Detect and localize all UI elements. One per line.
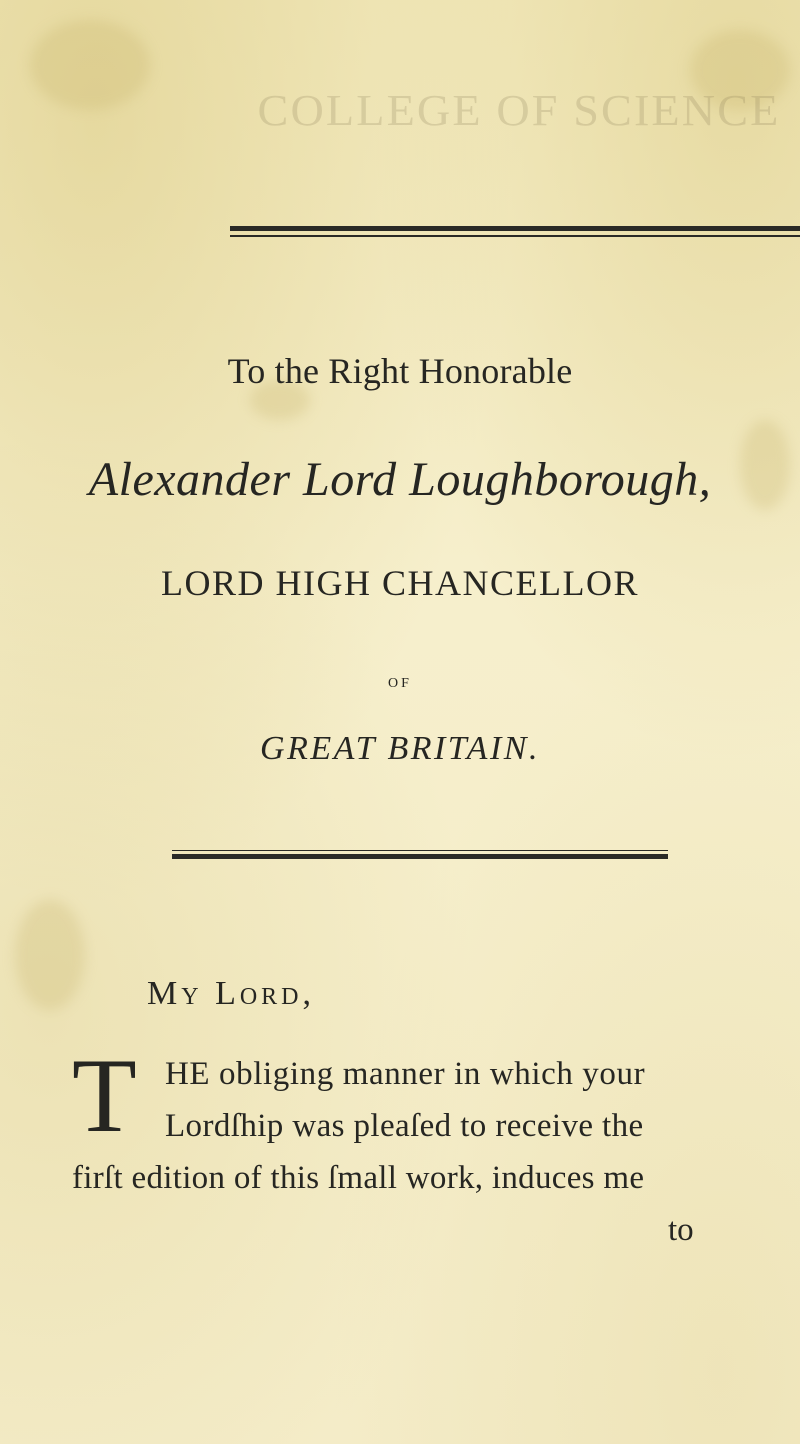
rule-thick-line xyxy=(172,854,668,859)
rule-thin-line xyxy=(172,850,668,851)
body-line-3: firſt edition of this ſmall work, induces me xyxy=(72,1160,645,1196)
recipient-office: LORD HIGH CHANCELLOR xyxy=(161,563,639,603)
bleed-through-text: COLLEGE OF SCIENCE xyxy=(257,86,781,135)
recipient-country: GREAT BRITAIN. xyxy=(260,730,540,767)
catchword: to xyxy=(668,1212,694,1248)
dedication-line: To the Right Honorable xyxy=(227,351,573,391)
paper-stain xyxy=(30,20,150,110)
drop-cap: T xyxy=(72,1037,137,1154)
paper-stain xyxy=(15,900,85,1010)
body-line-1: HE obliging manner in which your xyxy=(165,1056,646,1092)
rule-thin-line xyxy=(230,235,800,237)
salutation: My Lord, xyxy=(147,975,316,1012)
of-word: OF xyxy=(388,676,412,691)
rule-thick-line xyxy=(230,226,800,231)
body-line-2: Lordſhip was pleaſed to receive the xyxy=(165,1108,644,1144)
recipient-name: Alexander Lord Loughborough, xyxy=(88,453,712,506)
